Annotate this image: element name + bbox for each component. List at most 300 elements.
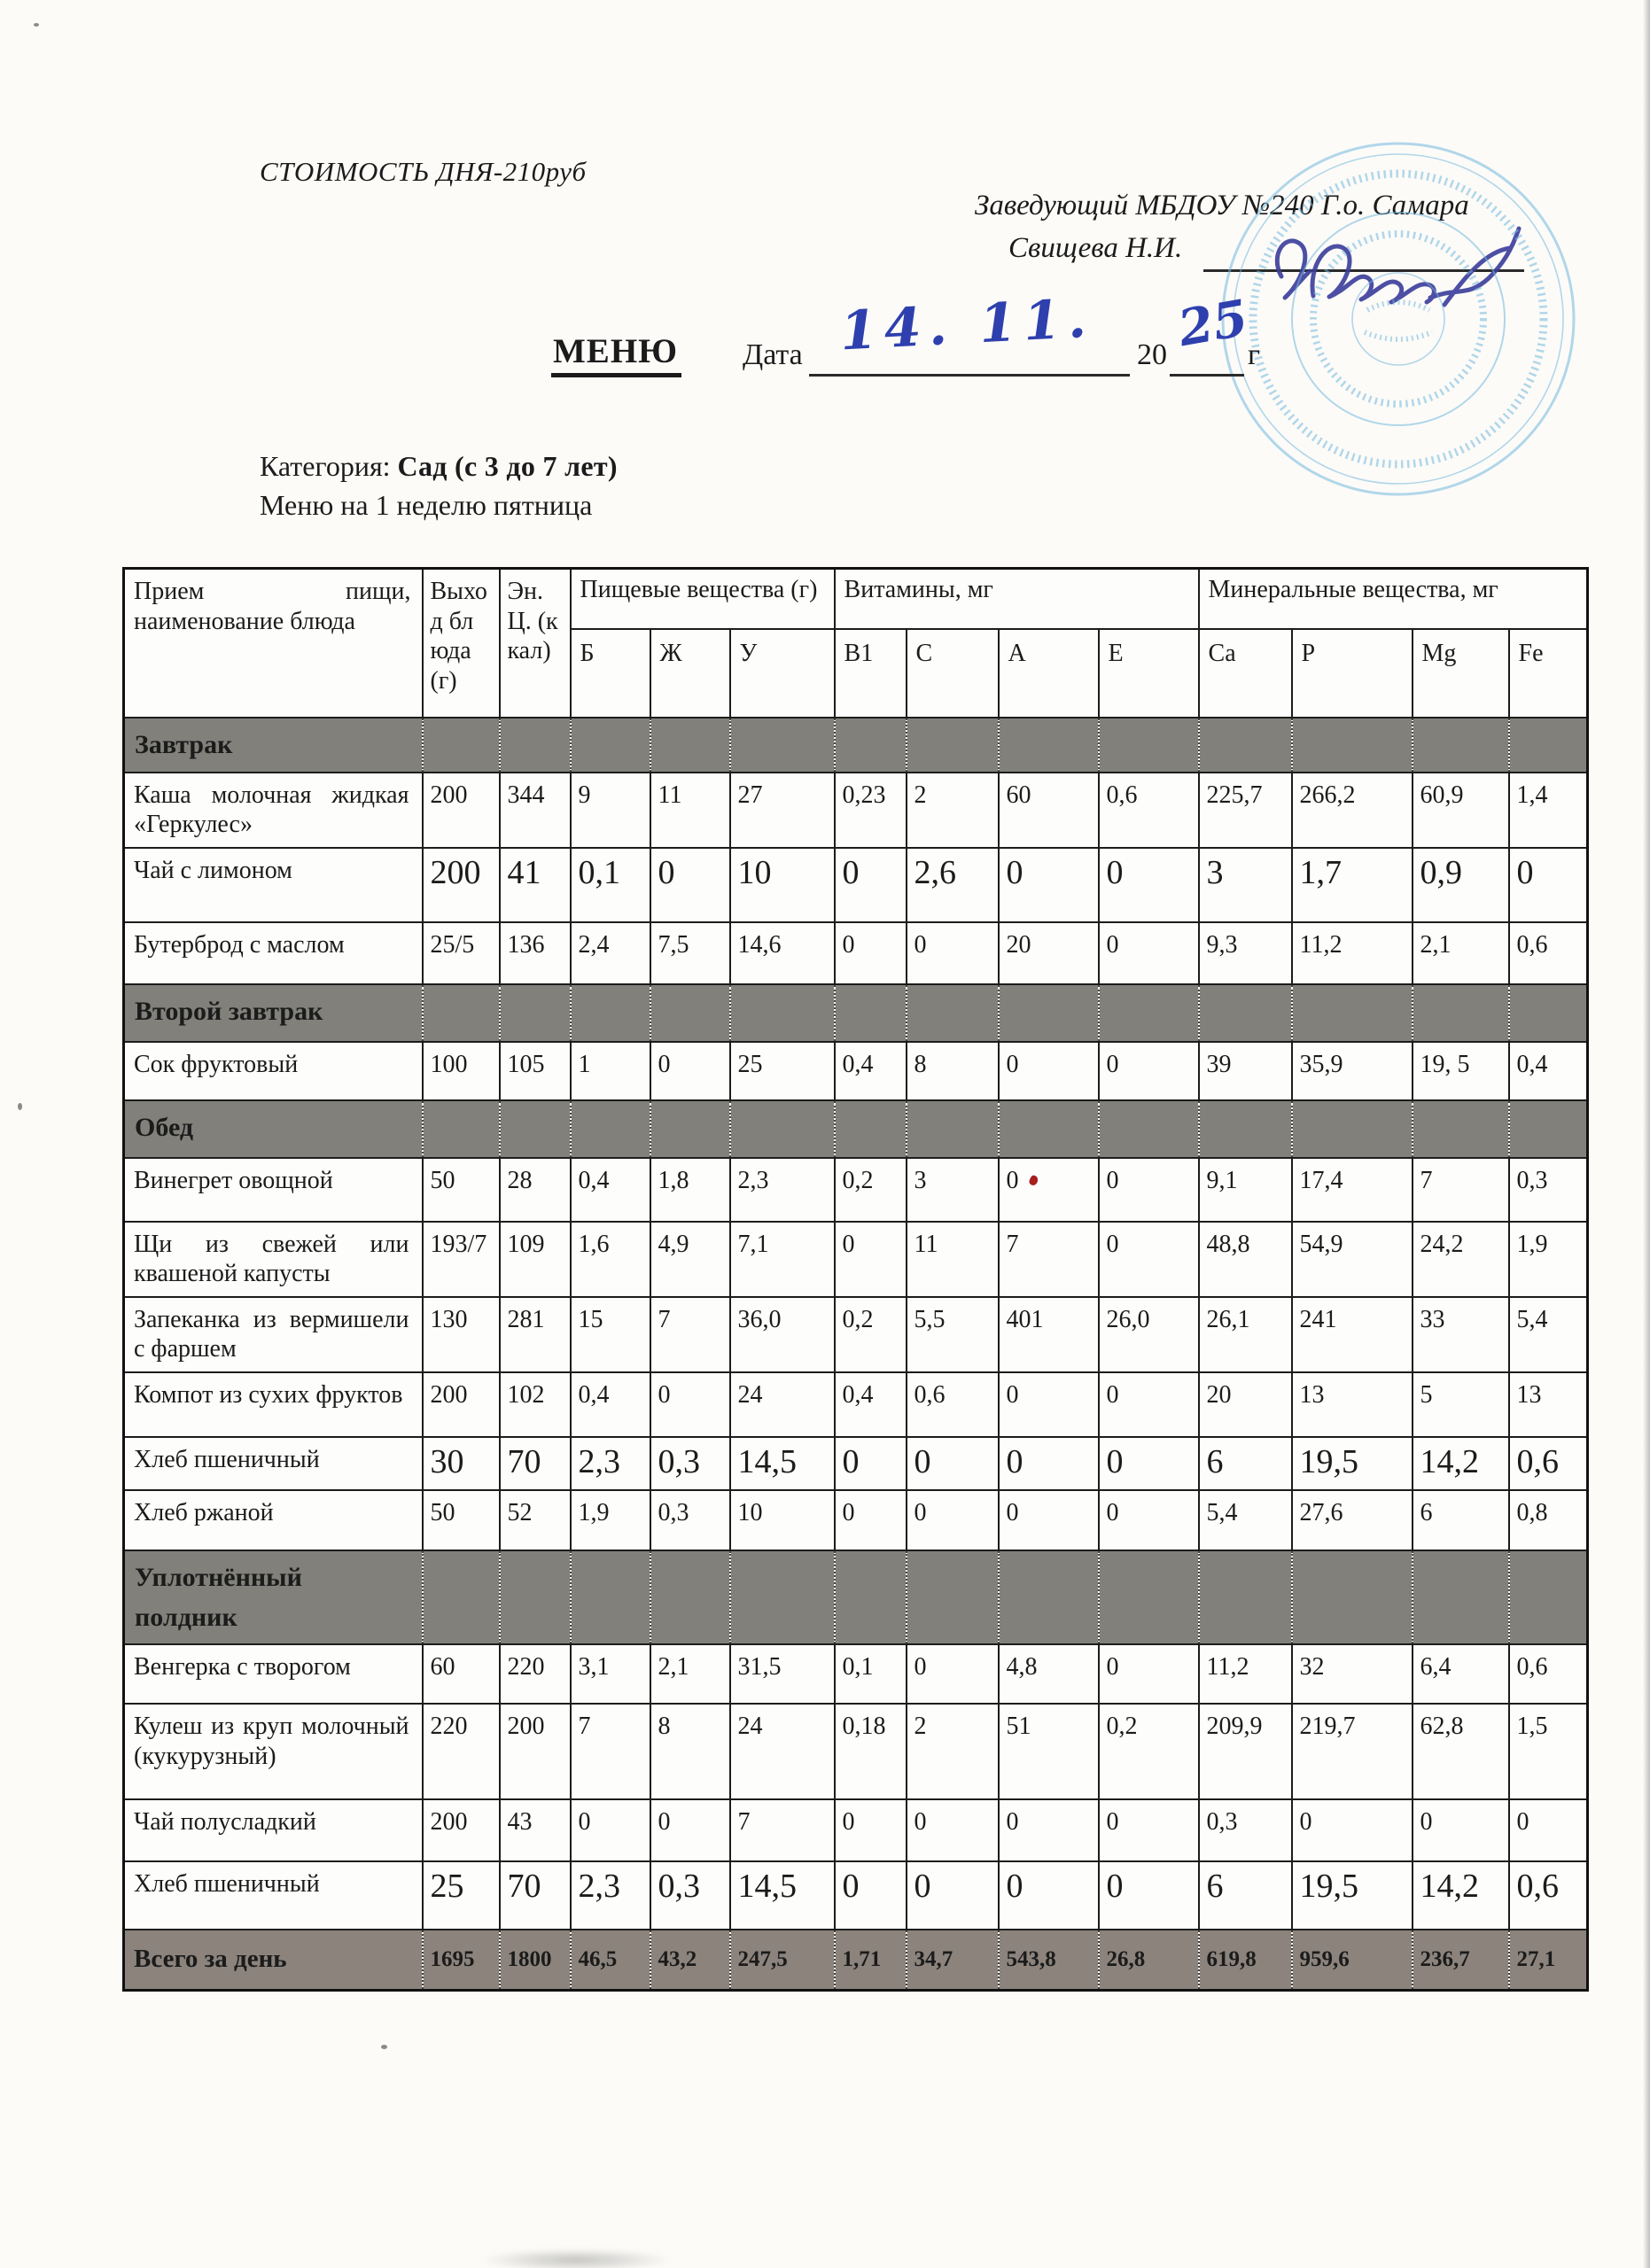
dish-name-cell: Хлеб пшеничный bbox=[124, 1437, 423, 1490]
value-cell: 13 bbox=[1292, 1372, 1413, 1437]
value-cell: 11 bbox=[650, 773, 730, 848]
section-row bbox=[124, 1100, 1588, 1158]
dish-name-cell: Запеканка из вермишели с фаршем bbox=[124, 1297, 423, 1372]
section-cell bbox=[835, 984, 907, 1042]
round-stamp bbox=[1212, 133, 1584, 505]
section-cell bbox=[500, 718, 571, 773]
value-cell: 0 bbox=[907, 922, 999, 984]
value-cell: 0 bbox=[999, 1372, 1099, 1437]
section-cell bbox=[1413, 984, 1509, 1042]
value-cell: 7 bbox=[999, 1222, 1099, 1297]
value-cell: 2,3 bbox=[730, 1158, 835, 1222]
value-cell: 619,8 bbox=[1199, 1930, 1292, 1990]
value-cell: 19,5 bbox=[1292, 1437, 1413, 1490]
value-cell: 0 bbox=[907, 1437, 999, 1490]
value-cell: 14,2 bbox=[1413, 1861, 1509, 1930]
value-cell: 51 bbox=[999, 1704, 1099, 1799]
value-cell: 0,6 bbox=[1509, 1437, 1588, 1490]
value-cell: 14,6 bbox=[730, 922, 835, 984]
value-cell: 105 bbox=[500, 1042, 571, 1100]
value-cell: 0,9 bbox=[1413, 848, 1509, 922]
value-cell: 14,2 bbox=[1413, 1437, 1509, 1490]
value-cell: 0,6 bbox=[1099, 773, 1199, 848]
dish-name-cell: Хлеб пшеничный bbox=[124, 1861, 423, 1930]
value-cell: 344 bbox=[500, 773, 571, 848]
section-cell bbox=[1099, 984, 1199, 1042]
header-carbs: У bbox=[730, 629, 835, 718]
header-yield: Выход блюда (г) bbox=[423, 569, 500, 718]
dish-name-cell: Щи из свежей или квашеной капусты bbox=[124, 1222, 423, 1297]
section-label: Второй завтрак bbox=[135, 996, 323, 1026]
value-cell: 0,6 bbox=[907, 1372, 999, 1437]
section-cell bbox=[500, 1100, 571, 1158]
section-cell bbox=[835, 718, 907, 773]
menu-table-body bbox=[124, 718, 1588, 1991]
scan-artifact bbox=[479, 2249, 673, 2268]
section-cell bbox=[124, 718, 423, 773]
date-label: Дата bbox=[743, 338, 803, 371]
total-row bbox=[124, 1930, 1588, 1990]
section-cell bbox=[999, 718, 1099, 773]
section-label: Обед bbox=[135, 1112, 194, 1142]
value-cell: 24 bbox=[730, 1372, 835, 1437]
section-cell bbox=[124, 1100, 423, 1158]
value-cell: 0 bbox=[1413, 1799, 1509, 1861]
value-cell: 0 bbox=[835, 1222, 907, 1297]
value-cell: 9,1 bbox=[1199, 1158, 1292, 1222]
value-cell: 39 bbox=[1199, 1042, 1292, 1100]
dish-name-cell: Чай полусладкий bbox=[124, 1799, 423, 1861]
section-cell bbox=[571, 1100, 650, 1158]
value-cell: 0 bbox=[1099, 1372, 1199, 1437]
value-cell: 52 bbox=[500, 1490, 571, 1550]
category-label: Категория: bbox=[260, 450, 391, 482]
section-cell bbox=[999, 984, 1099, 1042]
value-cell: 0 bbox=[1099, 848, 1199, 922]
value-cell: 4,8 bbox=[999, 1644, 1099, 1704]
value-cell: 959,6 bbox=[1292, 1930, 1413, 1990]
value-cell: 0,2 bbox=[835, 1158, 907, 1222]
value-cell: 48,8 bbox=[1199, 1222, 1292, 1297]
value-cell: 0 bbox=[650, 1042, 730, 1100]
section-cell bbox=[1509, 1100, 1588, 1158]
value-cell: 2,1 bbox=[1413, 922, 1509, 984]
scan-artifact bbox=[34, 23, 39, 27]
dish-row bbox=[124, 1437, 1588, 1490]
week-line: Меню на 1 неделю пятница bbox=[260, 489, 593, 521]
value-cell: 1,9 bbox=[571, 1490, 650, 1550]
section-cell bbox=[124, 984, 423, 1042]
value-cell: 26,8 bbox=[1099, 1930, 1199, 1990]
value-cell: 25 bbox=[423, 1861, 500, 1930]
value-cell: 7 bbox=[1413, 1158, 1509, 1222]
value-cell: 54,9 bbox=[1292, 1222, 1413, 1297]
value-cell: 0,3 bbox=[650, 1437, 730, 1490]
value-cell: 1,9 bbox=[1509, 1222, 1588, 1297]
value-cell: 0,3 bbox=[650, 1861, 730, 1930]
section-cell bbox=[1199, 984, 1292, 1042]
value-cell: 24,2 bbox=[1413, 1222, 1509, 1297]
value-cell: 200 bbox=[423, 848, 500, 922]
header-fe: Fe bbox=[1509, 629, 1588, 718]
value-cell: 136 bbox=[500, 922, 571, 984]
value-cell: 24 bbox=[730, 1704, 835, 1799]
value-cell: 0 bbox=[999, 848, 1099, 922]
value-cell: 0,3 bbox=[1199, 1799, 1292, 1861]
value-cell: 100 bbox=[423, 1042, 500, 1100]
section-cell bbox=[907, 984, 999, 1042]
header-nutrients-group: Пищевые вещества (г) bbox=[571, 569, 835, 629]
section-cell bbox=[650, 1550, 730, 1644]
value-cell: 7 bbox=[730, 1799, 835, 1861]
section-cell bbox=[1199, 718, 1292, 773]
value-cell: 102 bbox=[500, 1372, 571, 1437]
section-cell bbox=[730, 718, 835, 773]
value-cell: 0 bbox=[1099, 1437, 1199, 1490]
header-c: C bbox=[907, 629, 999, 718]
value-cell: 43 bbox=[500, 1799, 571, 1861]
header-ca: Ca bbox=[1199, 629, 1292, 718]
value-cell: 14,5 bbox=[730, 1437, 835, 1490]
value-cell: 31,5 bbox=[730, 1644, 835, 1704]
value-cell: 5,4 bbox=[1199, 1490, 1292, 1550]
value-cell: 7,5 bbox=[650, 922, 730, 984]
dish-name-cell: Сок фруктовый bbox=[124, 1042, 423, 1100]
day-cost-line: СТОИМОСТЬ ДНЯ-210руб bbox=[260, 156, 587, 187]
value-cell: 225,7 bbox=[1199, 773, 1292, 848]
dish-name-cell: Чай с лимоном bbox=[124, 848, 423, 922]
value-cell: 10 bbox=[730, 848, 835, 922]
header-minerals-group: Минеральные вещества, мг bbox=[1199, 569, 1588, 629]
section-cell bbox=[650, 984, 730, 1042]
value-cell: 0 bbox=[650, 1799, 730, 1861]
section-cell bbox=[907, 1550, 999, 1644]
dish-row bbox=[124, 1799, 1588, 1861]
approver-title: Заведующий МБДОУ №240 Г.о. Самара bbox=[975, 190, 1469, 221]
dish-name-cell: Бутерброд с маслом bbox=[124, 922, 423, 984]
value-cell: 9,3 bbox=[1199, 922, 1292, 984]
value-cell: 3 bbox=[1199, 848, 1292, 922]
value-cell: 0 bbox=[1099, 1799, 1199, 1861]
value-cell: 0,2 bbox=[1099, 1704, 1199, 1799]
value-cell: 7 bbox=[650, 1297, 730, 1372]
value-cell: 19, 5 bbox=[1413, 1042, 1509, 1100]
value-cell: 543,8 bbox=[999, 1930, 1099, 1990]
value-cell: 0,6 bbox=[1509, 922, 1588, 984]
value-cell: 30 bbox=[423, 1437, 500, 1490]
section-cell bbox=[835, 1100, 907, 1158]
value-cell: 1,7 bbox=[1292, 848, 1413, 922]
section-cell bbox=[1292, 984, 1413, 1042]
value-cell: 0,8 bbox=[1509, 1490, 1588, 1550]
value-cell: 109 bbox=[500, 1222, 571, 1297]
value-cell: 0,3 bbox=[1509, 1158, 1588, 1222]
value-cell: 0,4 bbox=[835, 1372, 907, 1437]
section-cell bbox=[500, 984, 571, 1042]
scan-artifact bbox=[381, 2045, 387, 2049]
header-p: P bbox=[1292, 629, 1413, 718]
section-cell bbox=[1413, 718, 1509, 773]
value-cell: 17,4 bbox=[1292, 1158, 1413, 1222]
value-cell: 0,18 bbox=[835, 1704, 907, 1799]
value-cell: 220 bbox=[423, 1704, 500, 1799]
dish-row bbox=[124, 1644, 1588, 1704]
dish-row bbox=[124, 773, 1588, 848]
section-cell bbox=[650, 718, 730, 773]
value-cell: 70 bbox=[500, 1437, 571, 1490]
value-cell: 7 bbox=[571, 1704, 650, 1799]
value-cell: 1800 bbox=[500, 1930, 571, 1990]
dish-row bbox=[124, 1042, 1588, 1100]
menu-heading: МЕНЮ bbox=[551, 331, 681, 377]
value-cell: 6 bbox=[1413, 1490, 1509, 1550]
value-cell: 0 bbox=[907, 1861, 999, 1930]
value-cell: 209,9 bbox=[1199, 1704, 1292, 1799]
value-cell: 0 bbox=[1099, 1158, 1199, 1222]
value-cell: 0,4 bbox=[835, 1042, 907, 1100]
header-e: E bbox=[1099, 629, 1199, 718]
value-cell: 27,1 bbox=[1509, 1930, 1588, 1990]
section-cell bbox=[1199, 1100, 1292, 1158]
dish-name-cell: Винегрет овощной bbox=[124, 1158, 423, 1222]
value-cell: 2,1 bbox=[650, 1644, 730, 1704]
value-cell: 0 bbox=[835, 1490, 907, 1550]
section-cell bbox=[1292, 1100, 1413, 1158]
section-cell bbox=[1099, 718, 1199, 773]
dish-name-cell: Хлеб ржаной bbox=[124, 1490, 423, 1550]
value-cell: 0 bbox=[999, 1861, 1099, 1930]
value-cell: 11 bbox=[907, 1222, 999, 1297]
value-cell: 34,7 bbox=[907, 1930, 999, 1990]
value-cell: 0 bbox=[1099, 1644, 1199, 1704]
section-cell bbox=[730, 1100, 835, 1158]
section-label: Уплотнённый полдник bbox=[135, 1563, 302, 1633]
section-cell bbox=[1413, 1550, 1509, 1644]
dish-name-cell: Каша молочная жидкая «Геркулес» bbox=[124, 773, 423, 848]
section-cell bbox=[571, 1550, 650, 1644]
value-cell: 0,3 bbox=[650, 1490, 730, 1550]
year-suffix: г bbox=[1248, 338, 1260, 371]
dish-row bbox=[124, 1297, 1588, 1372]
value-cell: 33 bbox=[1413, 1297, 1509, 1372]
value-cell: 70 bbox=[500, 1861, 571, 1930]
value-cell: 35,9 bbox=[1292, 1042, 1413, 1100]
dish-name-cell: Компот из сухих фруктов bbox=[124, 1372, 423, 1437]
value-cell: 0,2 bbox=[835, 1297, 907, 1372]
value-cell: 241 bbox=[1292, 1297, 1413, 1372]
section-cell bbox=[907, 718, 999, 773]
section-label: Завтрак bbox=[135, 729, 233, 759]
value-cell: 2,6 bbox=[907, 848, 999, 922]
category-line bbox=[260, 450, 618, 483]
header-group-row bbox=[124, 569, 1588, 629]
value-cell: 28 bbox=[500, 1158, 571, 1222]
scan-artifact bbox=[1643, 0, 1650, 2268]
value-cell: 7,1 bbox=[730, 1222, 835, 1297]
dish-name-cell: Кулеш из круп молочный (кукурузный) bbox=[124, 1704, 423, 1799]
value-cell: 0 bbox=[907, 1644, 999, 1704]
value-cell: 1,5 bbox=[1509, 1704, 1588, 1799]
value-cell: 1,8 bbox=[650, 1158, 730, 1222]
value-cell: 0 bbox=[1099, 1861, 1199, 1930]
value-cell: 200 bbox=[423, 1799, 500, 1861]
section-cell bbox=[423, 984, 500, 1042]
section-cell bbox=[1199, 1550, 1292, 1644]
value-cell: 2,3 bbox=[571, 1861, 650, 1930]
dish-row bbox=[124, 848, 1588, 922]
value-cell: 11,2 bbox=[1292, 922, 1413, 984]
value-cell: 8 bbox=[907, 1042, 999, 1100]
dish-row bbox=[124, 1222, 1588, 1297]
value-cell: 200 bbox=[500, 1704, 571, 1799]
value-cell: 62,8 bbox=[1413, 1704, 1509, 1799]
dish-row bbox=[124, 1490, 1588, 1550]
header-mg: Mg bbox=[1413, 629, 1509, 718]
value-cell: 5,5 bbox=[907, 1297, 999, 1372]
value-cell: 26,1 bbox=[1199, 1297, 1292, 1372]
value-cell: 32 bbox=[1292, 1644, 1413, 1704]
value-cell: 6 bbox=[1199, 1437, 1292, 1490]
section-cell bbox=[1509, 984, 1588, 1042]
value-cell: 247,5 bbox=[730, 1930, 835, 1990]
approver-name: Свищева Н.И. bbox=[1008, 232, 1183, 264]
value-cell: 0 bbox=[835, 1799, 907, 1861]
value-cell: 0 bbox=[1509, 848, 1588, 922]
year-prefix: 20 bbox=[1137, 338, 1167, 371]
value-cell: 0,6 bbox=[1509, 1861, 1588, 1930]
value-cell: 2 bbox=[907, 773, 999, 848]
value-cell: 0 bbox=[999, 1490, 1099, 1550]
value-cell: 60 bbox=[999, 773, 1099, 848]
value-cell: 1,6 bbox=[571, 1222, 650, 1297]
value-cell: 1,71 bbox=[835, 1930, 907, 1990]
section-cell bbox=[1099, 1100, 1199, 1158]
value-cell: 9 bbox=[571, 773, 650, 848]
value-cell: 1695 bbox=[423, 1930, 500, 1990]
section-cell bbox=[907, 1100, 999, 1158]
value-cell: 26,0 bbox=[1099, 1297, 1199, 1372]
value-cell: 401 bbox=[999, 1297, 1099, 1372]
section-cell bbox=[500, 1550, 571, 1644]
total-label-cell: Всего за день bbox=[124, 1930, 423, 1990]
section-cell bbox=[1509, 718, 1588, 773]
value-cell: 0,1 bbox=[835, 1644, 907, 1704]
value-cell: 236,7 bbox=[1413, 1930, 1509, 1990]
value-cell: 0 bbox=[1292, 1799, 1413, 1861]
value-cell: 266,2 bbox=[1292, 773, 1413, 848]
value-cell: 0,4 bbox=[571, 1372, 650, 1437]
category-value: Сад (с 3 до 7 лет) bbox=[397, 450, 618, 482]
value-cell: 0 bbox=[907, 1799, 999, 1861]
dish-row bbox=[124, 1372, 1588, 1437]
section-cell bbox=[1292, 1550, 1413, 1644]
value-cell: 2,3 bbox=[571, 1437, 650, 1490]
value-cell: 200 bbox=[423, 773, 500, 848]
value-cell: 0 bbox=[1099, 1490, 1199, 1550]
value-cell: 1,4 bbox=[1509, 773, 1588, 848]
value-cell: 10 bbox=[730, 1490, 835, 1550]
value-cell: 6,4 bbox=[1413, 1644, 1509, 1704]
section-cell bbox=[571, 984, 650, 1042]
section-cell bbox=[650, 1100, 730, 1158]
value-cell: 0,23 bbox=[835, 773, 907, 848]
value-cell: 60,9 bbox=[1413, 773, 1509, 848]
value-cell: 0 bbox=[835, 1437, 907, 1490]
value-cell: 41 bbox=[500, 848, 571, 922]
value-cell: 0 bbox=[999, 1799, 1099, 1861]
value-cell: 0 bbox=[835, 922, 907, 984]
dish-row bbox=[124, 922, 1588, 984]
value-cell: 43,2 bbox=[650, 1930, 730, 1990]
section-cell bbox=[999, 1100, 1099, 1158]
value-cell: 6 bbox=[1199, 1861, 1292, 1930]
value-cell: 5,4 bbox=[1509, 1297, 1588, 1372]
section-row bbox=[124, 718, 1588, 773]
dish-name-cell: Венгерка с творогом bbox=[124, 1644, 423, 1704]
menu-table bbox=[122, 567, 1589, 1992]
value-cell: 25/5 bbox=[423, 922, 500, 984]
value-cell: 0 bbox=[999, 1042, 1099, 1100]
value-cell: 19,5 bbox=[1292, 1861, 1413, 1930]
section-cell bbox=[1413, 1100, 1509, 1158]
value-cell: 14,5 bbox=[730, 1861, 835, 1930]
value-cell: 0 bbox=[1099, 922, 1199, 984]
scan-artifact bbox=[18, 1103, 22, 1110]
value-cell: 8 bbox=[650, 1704, 730, 1799]
value-cell: 0,6 bbox=[1509, 1644, 1588, 1704]
value-cell: 27,6 bbox=[1292, 1490, 1413, 1550]
value-cell: 27 bbox=[730, 773, 835, 848]
value-cell: 130 bbox=[423, 1297, 500, 1372]
section-cell bbox=[423, 718, 500, 773]
value-cell: 0 bbox=[907, 1490, 999, 1550]
value-cell: 1 bbox=[571, 1042, 650, 1100]
handwritten-year: 25 bbox=[1173, 288, 1253, 359]
value-cell: 15 bbox=[571, 1297, 650, 1372]
header-protein: Б bbox=[571, 629, 650, 718]
value-cell: 5 bbox=[1413, 1372, 1509, 1437]
section-cell bbox=[1509, 1550, 1588, 1644]
header-vitamins-group: Витамины, мг bbox=[835, 569, 1199, 629]
value-cell: 219,7 bbox=[1292, 1704, 1413, 1799]
value-cell: 20 bbox=[999, 922, 1099, 984]
section-cell bbox=[124, 1550, 423, 1644]
value-cell: 0 bbox=[835, 1861, 907, 1930]
value-cell: 220 bbox=[500, 1644, 571, 1704]
value-cell: 0 bbox=[650, 848, 730, 922]
section-cell bbox=[1292, 718, 1413, 773]
value-cell: 2 bbox=[907, 1704, 999, 1799]
value-cell: 25 bbox=[730, 1042, 835, 1100]
section-cell bbox=[571, 718, 650, 773]
value-cell: 0 bbox=[1099, 1222, 1199, 1297]
value-cell: 281 bbox=[500, 1297, 571, 1372]
section-cell bbox=[730, 1550, 835, 1644]
value-cell: 60 bbox=[423, 1644, 500, 1704]
section-cell bbox=[730, 984, 835, 1042]
value-cell: 50 bbox=[423, 1490, 500, 1550]
value-cell: 2,4 bbox=[571, 922, 650, 984]
header-b1: B1 bbox=[835, 629, 907, 718]
section-cell bbox=[1099, 1550, 1199, 1644]
header-fat: Ж bbox=[650, 629, 730, 718]
value-cell: 11,2 bbox=[1199, 1644, 1292, 1704]
section-cell bbox=[423, 1100, 500, 1158]
section-row bbox=[124, 1550, 1588, 1644]
menu-table-header bbox=[124, 569, 1588, 718]
dish-row bbox=[124, 1861, 1588, 1930]
section-row bbox=[124, 984, 1588, 1042]
